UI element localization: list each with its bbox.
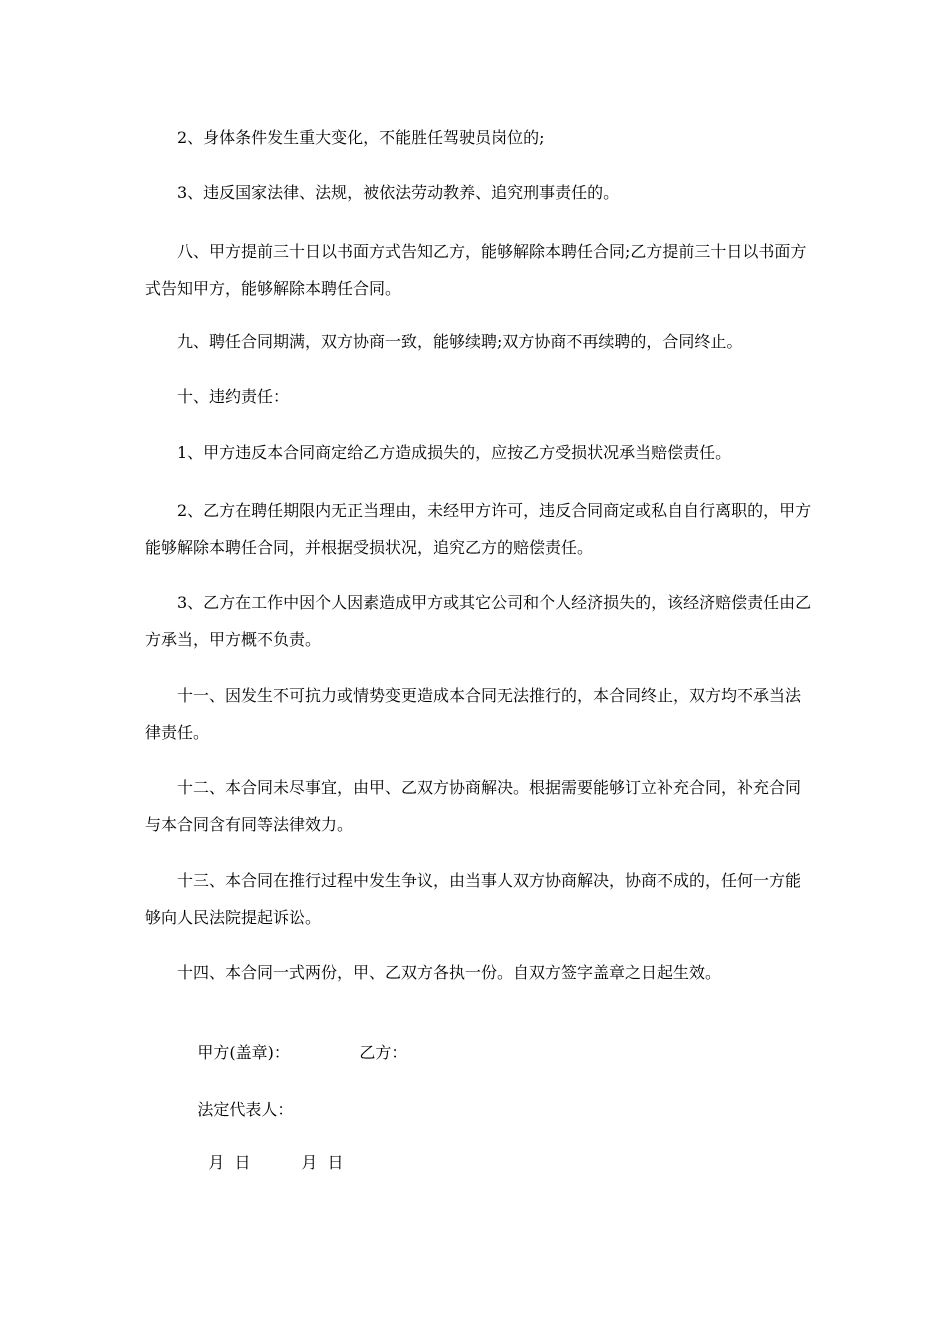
clause-9-contract-expiry: 九、聘任合同期满，双方协商一致，能够续聘;双方协商不再续聘的，合同终止。	[177, 332, 743, 351]
party-a-seal-label: 甲方(盖章)：	[197, 1043, 290, 1062]
clause-14-copies: 十四、本合同一式两份，甲、乙双方各执一份。自双方签字盖章之日起生效。	[177, 963, 722, 982]
party-b-label: 乙方：	[359, 1043, 408, 1062]
party-b-date: 月 日	[301, 1153, 344, 1172]
party-a-date: 月 日	[208, 1153, 251, 1172]
clause-10-2-party-b-liability: 2、乙方在聘任期限内无正当理由，未经甲方许可，违反合同商定或私自自行离职的，甲方能够解除本聘任合同，并根据受损状况，追究乙方的赔偿责任。	[145, 501, 812, 557]
clause-8-termination-notice: 八、甲方提前三十日以书面方式告知乙方，能够解除本聘任合同;乙方提前三十日以书面方式告知甲方，能够解除本聘任合同。	[145, 242, 807, 298]
clause-11-force-majeure: 十一、因发生不可抗力或情势变更造成本合同无法推行的，本合同终止，双方均不承当法律责任。	[145, 686, 802, 742]
clause-2-health: 2、身体条件发生重大变化，不能胜任驾驶员岗位的;	[177, 128, 545, 147]
clause-12-supplementary: 十二、本合同未尽事宜，由甲、乙双方协商解决。根据需要能够订立补充合同，补充合同与本合同含有同等法律效力。	[145, 778, 802, 834]
signature-dates-row	[188, 1127, 344, 1199]
legal-representative-label: 法定代表人：	[197, 1100, 294, 1119]
clause-13-disputes: 十三、本合同在推行过程中发生争议，由当事人双方协商解决，协商不成的，任何一方能够向人民法院提起诉讼。	[145, 871, 802, 927]
clause-3-law-violation: 3、违反国家法律、法规，被依法劳动教养、追究刑事责任的。	[177, 183, 620, 202]
clause-10-1-party-a-liability: 1、甲方违反本合同商定给乙方造成损失的，应按乙方受损状况承当赔偿责任。	[177, 443, 732, 462]
clause-10-heading: 十、违约责任：	[177, 387, 290, 406]
clause-10-3-economic-loss: 3、乙方在工作中因个人因素造成甲方或其它公司和个人经济损失的，该经济赔偿责任由乙方承当，甲方概不负责。	[145, 593, 812, 649]
